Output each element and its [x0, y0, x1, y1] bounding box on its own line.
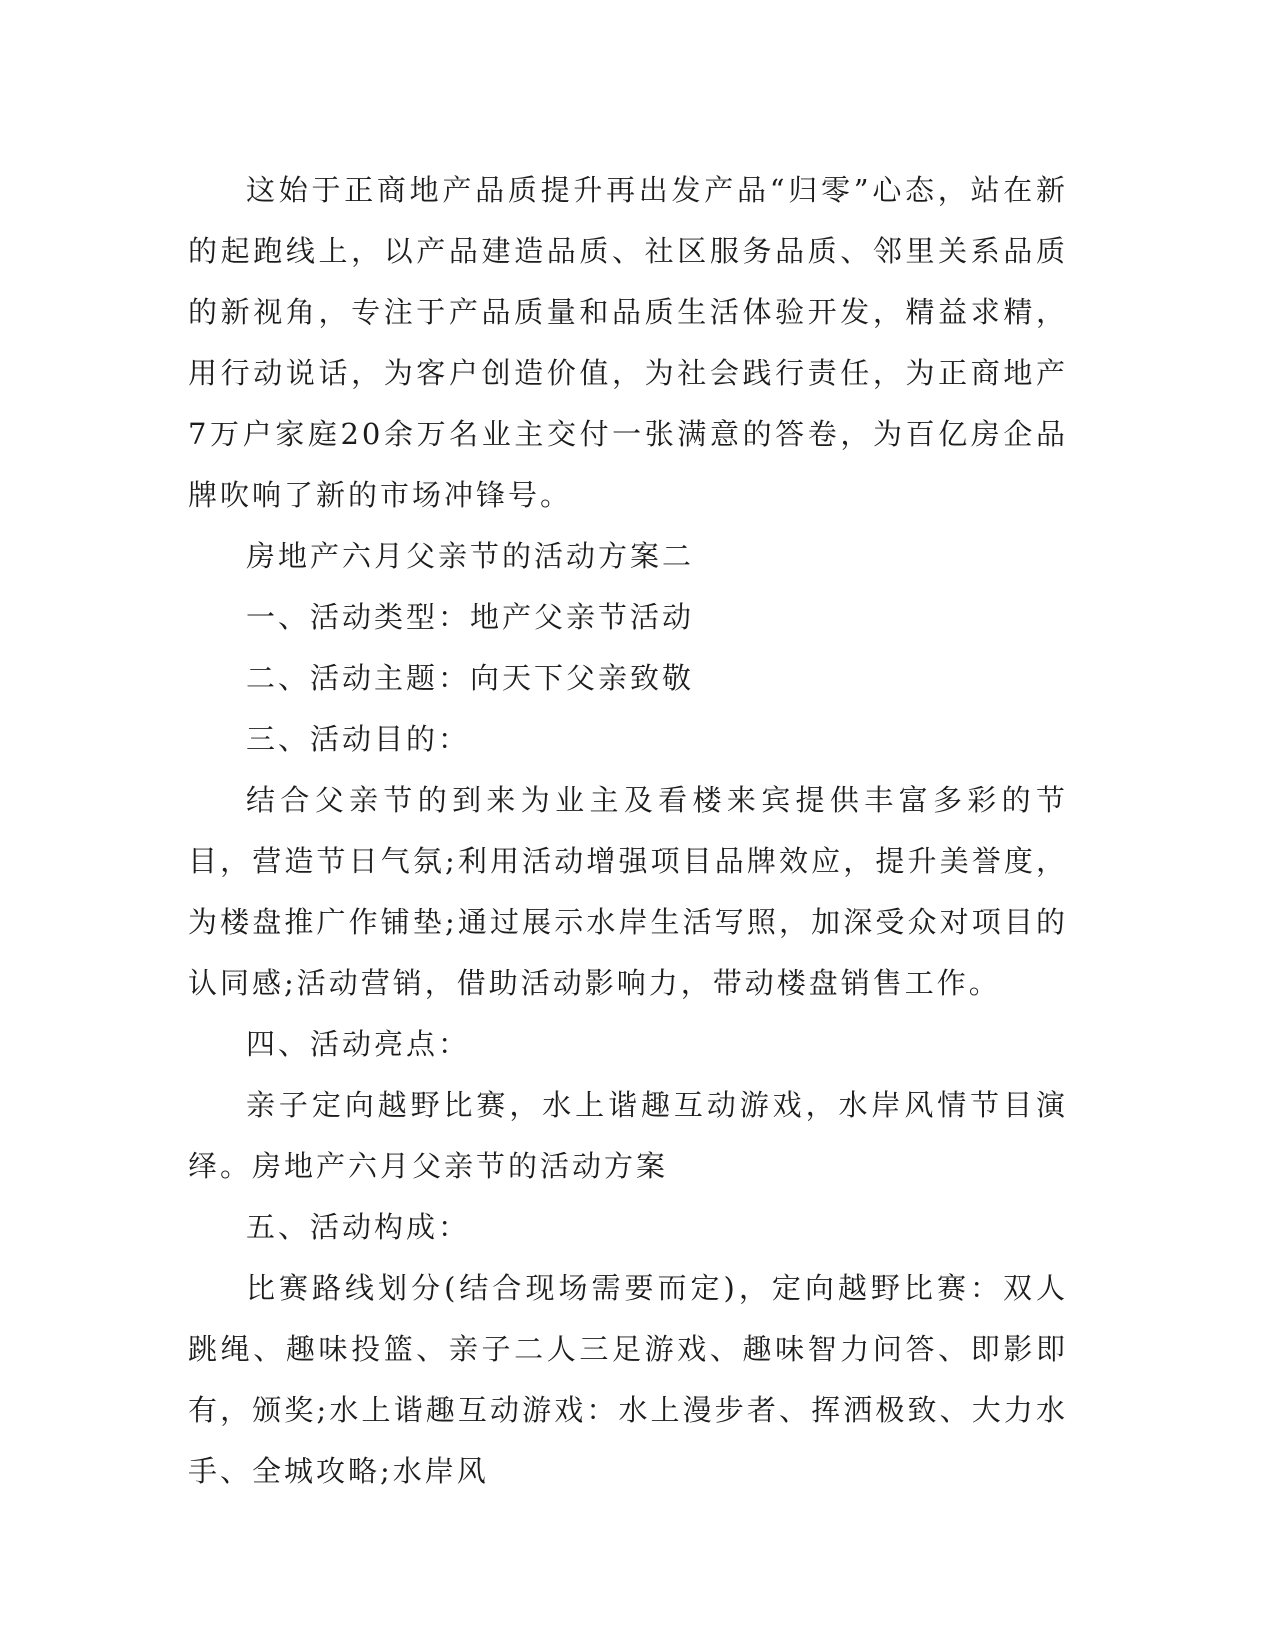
document-body	[188, 160, 1068, 1502]
activity-purpose-text: 结合父亲节的到来为业主及看楼来宾提供丰富多彩的节目，营造节日气氛;利用活动增强项目品牌效应，提升美誉度，为楼盘推广作铺垫;通过展示水岸生活写照，加深受众对项目的认同感;活动营销，借助活动影响力，带动楼盘销售工作。	[188, 783, 1068, 1000]
activity-composition-text: 比赛路线划分(结合现场需要而定)，定向越野比赛：双人跳绳、趣味投篮、亲子二人三足游戏、趣味智力问答、即影即有，颁奖;水上谐趣互动游戏：水上漫步者、挥洒极致、大力水手、全城攻略;水岸风	[188, 1271, 1068, 1488]
activity-highlights-text: 亲子定向越野比赛，水上谐趣互动游戏，水岸风情节目演绎。房地产六月父亲节的活动方案	[188, 1088, 1068, 1183]
activity-type: 一、活动类型：地产父亲节活动	[246, 600, 695, 634]
activity-highlights-heading: 四、活动亮点：	[246, 1027, 471, 1061]
section-title: 房地产六月父亲节的活动方案二	[246, 539, 695, 573]
paragraph-intro: 这始于正商地产品质提升再出发产品“归零”心态，站在新的起跑线上，以产品建造品质、社区服务品质、邻里关系品质的新视角，专注于产品质量和品质生活体验开发，精益求精，用行动说话，为客户创造价值，为社会践行责任，为正商地产7万户家庭20余万名业主交付一张满意的答卷，为百亿房企品牌吹响了新的市场冲锋号。	[188, 173, 1068, 512]
activity-theme: 二、活动主题：向天下父亲致敬	[246, 661, 695, 695]
activity-composition-heading: 五、活动构成：	[246, 1210, 471, 1244]
activity-purpose-heading: 三、活动目的：	[246, 722, 471, 756]
